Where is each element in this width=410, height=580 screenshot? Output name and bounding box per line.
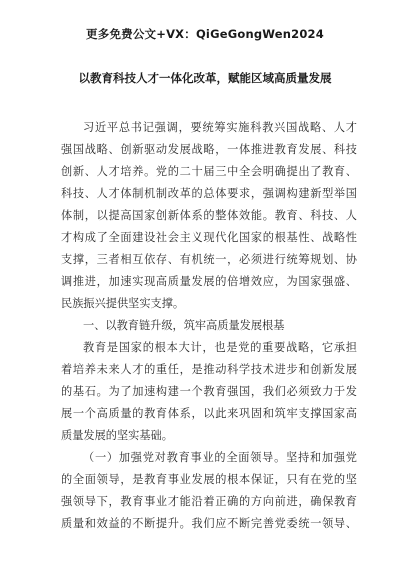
- document-title: 以教育科技人才一体化改革，赋能区域高质量发展: [78, 71, 332, 85]
- body-line: 才构成了全面建设社会主义现代化国家的根基性、战略性: [61, 231, 357, 244]
- body-line: 一、以教育链升级，筑牢高质量发展根基: [83, 319, 285, 332]
- body-line: 强国战略、创新驱动发展战略，一体推进教育发展、科技: [61, 143, 357, 156]
- body-line: 创新、人才培养。党的二十届三中全会明确提出了教育、: [61, 165, 357, 178]
- body-line: 教育是国家的根本大计，也是党的重要战略，它承担: [83, 341, 357, 354]
- body-line: 的基石。为了加速构建一个教育强国，我们必须致力于发: [61, 385, 357, 398]
- body-line: 支撑，三者相互依存、有机统一，必须进行统筹规划、协: [61, 253, 357, 266]
- body-line: 调推进，加速实现高质量发展的倍增效应，为国家强盛、: [61, 275, 357, 288]
- body-line: 习近平总书记强调，要统筹实施科教兴国战略、人才: [83, 121, 357, 134]
- document-body: [61, 117, 357, 535]
- body-line: 质量和效益的不断提升。我们应不断完善党委统一领导、: [61, 517, 357, 530]
- body-line: 质量发展的坚实基础。: [61, 429, 173, 442]
- body-line: （一）加强党对教育事业的全面领导。坚持和加强党: [83, 451, 357, 464]
- body-line: 着培养未来人才的重任，是推动科学技术进步和创新发展: [61, 363, 357, 376]
- body-line: 强领导下，教育事业才能沿着正确的方向前进，确保教育: [61, 495, 357, 508]
- body-line: 展一个高质量的教育体系，以此来巩固和筑牢支撑国家高: [61, 407, 357, 420]
- body-line: 科技、人才体制机制改革的总体要求，强调构建新型举国: [61, 187, 357, 200]
- body-line: 民族振兴提供坚实支撑。: [61, 297, 185, 310]
- page-header: 更多免费公文+VX：QiGeGongWen2024: [86, 27, 324, 41]
- body-line: 体制，以提高国家创新体系的整体效能。教育、科技、人: [61, 209, 357, 222]
- body-line: 的全面领导，是教育事业发展的根本保证，只有在党的坚: [61, 473, 357, 486]
